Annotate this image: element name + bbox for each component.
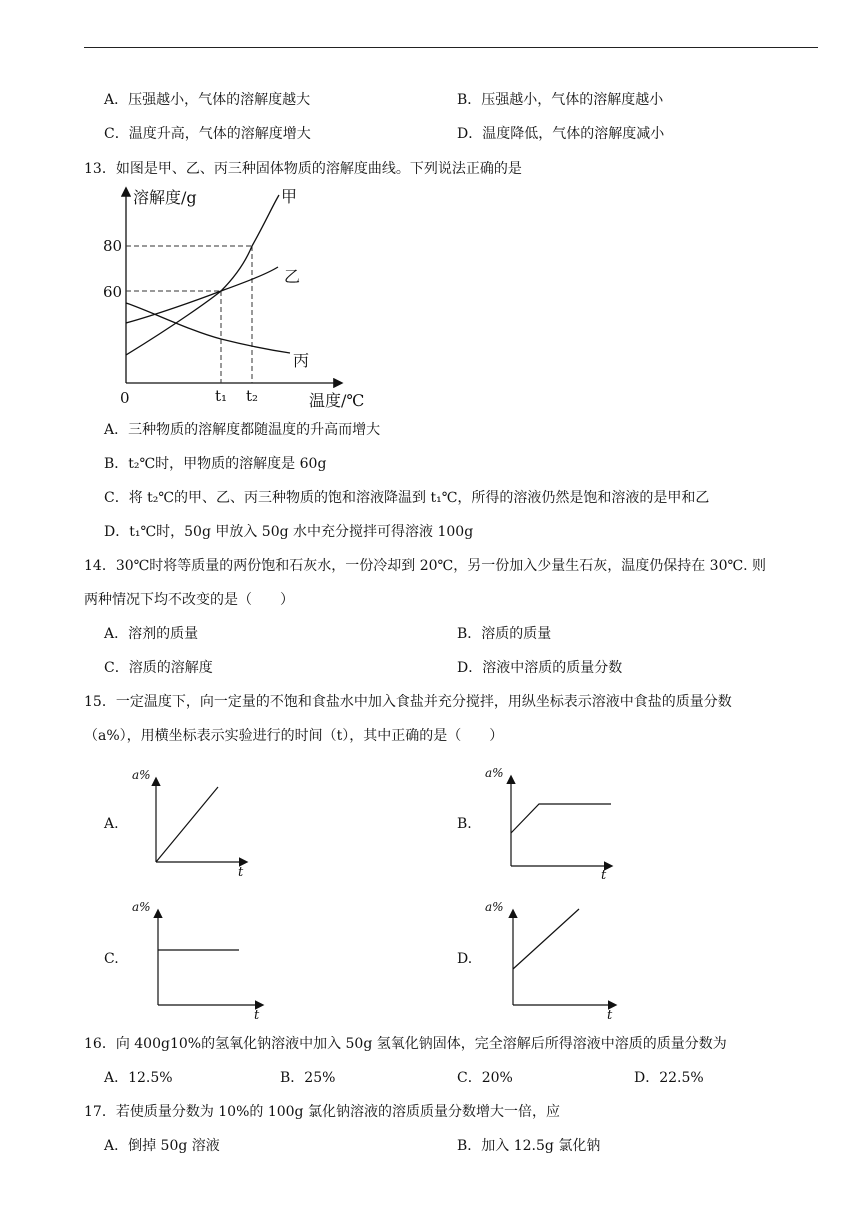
q15-b-ylabel: a% [485, 766, 504, 780]
q14-option-a: A．溶剂的质量 [104, 626, 199, 642]
q13-series-label-jia: 甲 [281, 187, 298, 206]
q15-option-c-label: C. [104, 951, 119, 967]
q13-xtick-t2: t₂ [246, 387, 259, 405]
q17-stem: 17．若使质量分数为 10%的 100g 氯化钠溶液的溶质质量分数增大一倍，应 [84, 1104, 560, 1120]
header-rule [84, 47, 818, 48]
q12-option-c: C．温度升高，气体的溶解度增大 [104, 126, 311, 142]
q15-graph-b [483, 763, 623, 883]
q15-a-line [156, 787, 218, 862]
q13-ylabel: 溶解度/g [133, 188, 197, 207]
q14-stem-line2: 两种情况下均不改变的是（ ） [84, 592, 294, 608]
q16-option-c: C．20% [457, 1070, 513, 1086]
q13-solubility-chart [95, 185, 385, 415]
q15-c-ylabel: a% [132, 900, 151, 914]
q17-option-b: B．加入 12.5g 氯化钠 [457, 1138, 601, 1154]
q14-option-d: D．溶液中溶质的质量分数 [457, 660, 623, 676]
q13-series-label-yi: 乙 [284, 267, 301, 286]
q17-option-a: A．倒掉 50g 溶液 [104, 1138, 220, 1154]
q13-option-b: B．t₂℃时，甲物质的溶解度是 60g [104, 456, 327, 472]
q14-option-c: C．溶质的溶解度 [104, 660, 213, 676]
q13-xtick-t1: t₁ [215, 387, 228, 405]
q15-graph-a [128, 765, 258, 880]
q13-origin: 0 [120, 389, 130, 407]
q13-stem: 13．如图是甲、乙、丙三种固体物质的溶解度曲线。下列说法正确的是 [84, 161, 522, 177]
q13-option-d: D．t₁℃时，50g 甲放入 50g 水中充分搅拌可得溶液 100g [104, 524, 474, 540]
q15-d-ylabel: a% [485, 900, 504, 914]
q13-curve-bing [126, 303, 290, 353]
q16-option-b: B．25% [280, 1070, 336, 1086]
q12-option-d: D．温度降低，气体的溶解度减小 [457, 126, 665, 142]
q15-b-line [511, 804, 611, 833]
q13-xlabel: 温度/℃ [309, 391, 365, 410]
q13-ytick-80: 80 [103, 237, 123, 255]
q15-b-xlabel: t [601, 868, 607, 883]
q13-curve-jia [126, 195, 279, 355]
q15-stem-line2: （a%），用横坐标表示实验进行的时间（t），其中正确的是（ ） [84, 728, 504, 744]
q15-d-xlabel: t [607, 1008, 613, 1022]
q15-option-d-label: D. [457, 951, 473, 967]
q14-option-b: B．溶质的质量 [457, 626, 552, 642]
q15-graph-c [128, 897, 268, 1022]
q15-option-a-label: A. [104, 816, 119, 832]
q15-stem-line1: 15．一定温度下，向一定量的不饱和食盐水中加入食盐并充分搅拌，用纵坐标表示溶液中食盐的质量分数 [84, 694, 732, 710]
q16-option-a: A．12.5% [104, 1070, 173, 1086]
q13-curve-yi [126, 267, 278, 323]
q13-ytick-60: 60 [103, 283, 123, 301]
q14-stem-line1: 14．30℃时将等质量的两份饱和石灰水，一份冷却到 20℃，另一份加入少量生石灰，温度仍保持在 30℃. 则 [84, 558, 767, 574]
q13-series-label-bing: 丙 [293, 351, 310, 370]
q13-option-a: A．三种物质的溶解度都随温度的升高而增大 [104, 422, 381, 438]
q16-option-d: D．22.5% [634, 1070, 704, 1086]
q16-stem: 16．向 400g10%的氢氧化钠溶液中加入 50g 氢氧化钠固体，完全溶解后所得溶液中溶质的质量分数为 [84, 1036, 727, 1052]
q15-d-line [513, 909, 579, 969]
q15-c-xlabel: t [254, 1008, 260, 1022]
q15-graph-d [483, 897, 623, 1022]
q15-option-b-label: B. [457, 816, 472, 832]
q15-a-xlabel: t [238, 865, 244, 880]
q12-option-b: B．压强越小，气体的溶解度越小 [457, 92, 664, 108]
q13-option-c: C．将 t₂℃的甲、乙、丙三种物质的饱和溶液降温到 t₁℃，所得的溶液仍然是饱和溶液的是甲和乙 [104, 490, 710, 506]
q12-option-a: A．压强越小，气体的溶解度越大 [104, 92, 311, 108]
q15-a-ylabel: a% [132, 768, 151, 782]
